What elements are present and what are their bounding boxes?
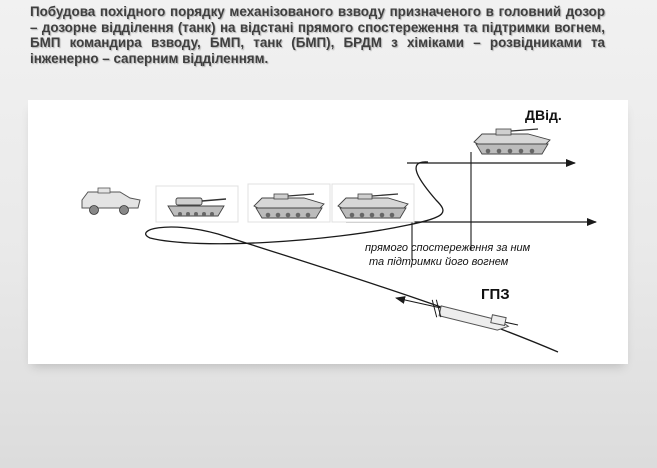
gpz-column-icon — [429, 299, 511, 332]
bmp-icon — [474, 129, 550, 154]
dvid-label: ДВід. — [525, 107, 562, 123]
slide-title: Побудова похідного порядку механізованого взводу призначеного в головний дозор – дозорне відділення (танк) на відстані прямого спостереження та підтримки вогнем, БМП командира взводу, БМП, танк (БМП), БРДМ з хіміками – розвідниками та інженерно – саперним відділенням. — [30, 4, 605, 66]
march-order-diagram — [28, 100, 628, 364]
diagram-canvas — [28, 100, 628, 364]
distance-note-line-1: прямого спостереження за ним — [365, 242, 531, 254]
brdm-icon — [82, 188, 140, 215]
distance-note-line-2: та підтримки його вогнем — [369, 256, 509, 268]
gpz-label: ГПЗ — [481, 286, 510, 303]
